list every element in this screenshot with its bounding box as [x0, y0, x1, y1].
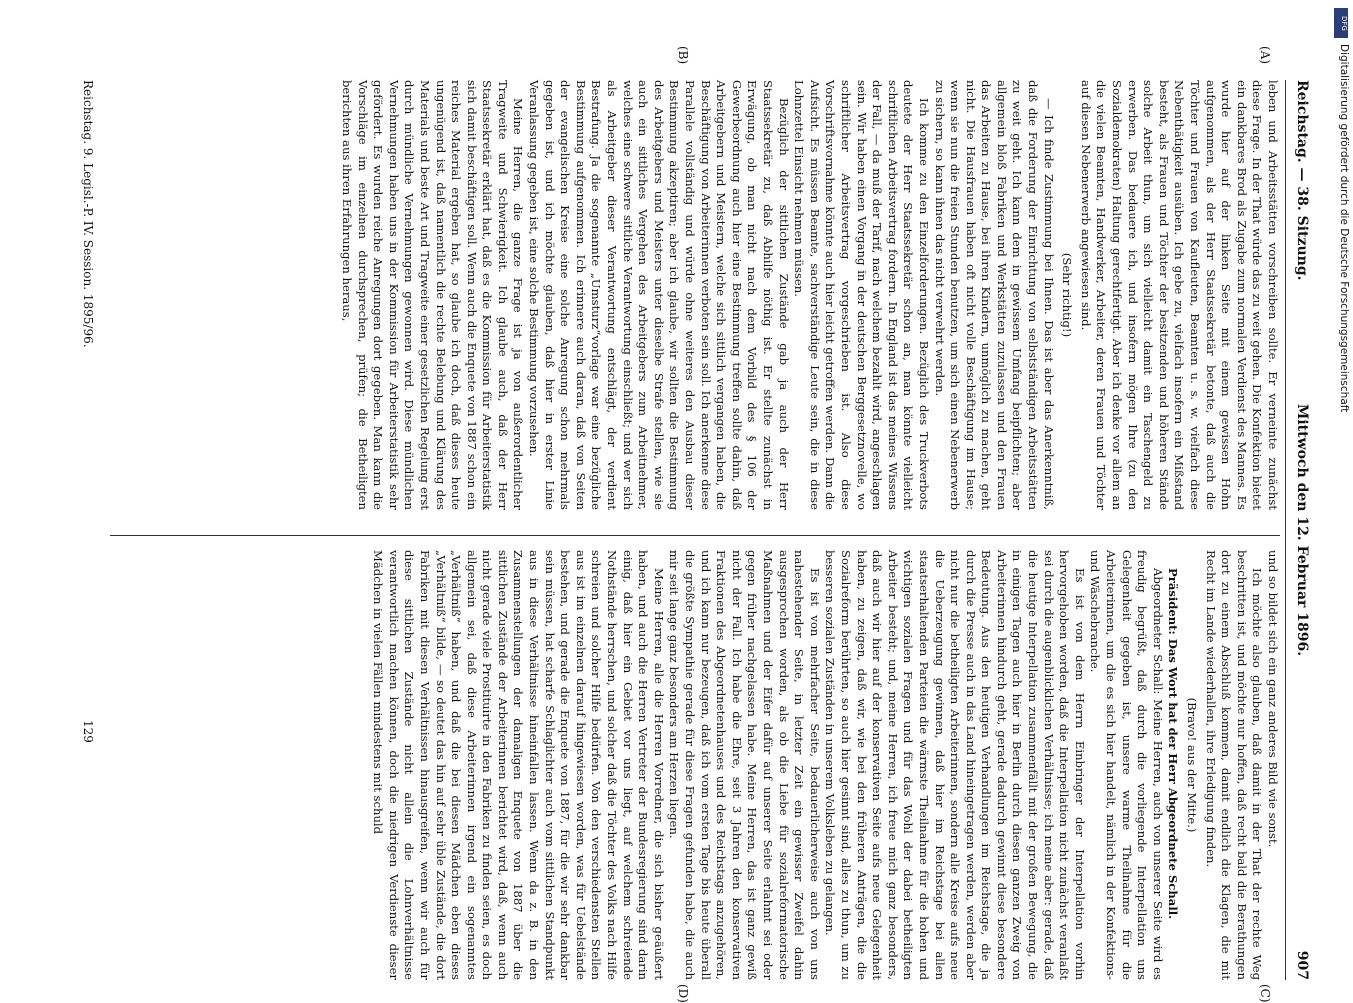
- digitization-note: Digitalisierung gefördert durch die Deutsche Forschungsgemeinschaft: [1338, 44, 1350, 413]
- right-column: [100, 550, 1280, 980]
- rotated-page-content: [50, 46, 1310, 1003]
- margin-mark-c: (C): [1258, 984, 1272, 1003]
- speaker-line: Präsident: Das Wort hat der Herr Abgeordnete Schall.: [1166, 568, 1181, 920]
- header-center: Mittwoch den 12. Februar 1896.: [1294, 403, 1310, 657]
- page-number: 907: [1294, 950, 1310, 980]
- header-rule: [1285, 80, 1286, 980]
- paragraph: Meine Herren, die ganze Frage ist ja von außerordentlicher Tragweite und Schwierigkeit. Ich glaube auch, daß der Herr Staatssekretär erklärt hat, daß es die Kommission für Arbeiterstatistik sich damit beschäftigen soll. Wenn auch die Enquete von 1887 schon ein reiches Material ergeben hat, so glaube ich doch, daß dieses heute ungenügend ist, daß namentlich die rechte Belebung und Klärung des Materials und beste Art und Tragweite einer gesetzlichen Regelung erst durch mündliche Vernehmungen gewonnen wird. Diese mündlichen Vernehmungen haben uns in der Kommission für Arbeiterstatistik sehr gefördert. Es wurden reiche Anregungen dort gegeben. Man kann die Vorschläge im einzelnen durchsprechen, prüfen; die Betheiligten berichten aus ihren Erfahrungen heraus,: [339, 80, 526, 510]
- dfg-logo: DFG: [1334, 8, 1348, 38]
- page-header: [1288, 80, 1310, 980]
- paragraph: und so bildet sich ein ganz anderes Bild wie sonst.: [1266, 550, 1280, 848]
- interjection: (Sehr richtig!): [1060, 252, 1075, 338]
- paragraph: Ich möchte also glauben, daß damit in der That der rechte Weg beschritten ist, und möchte nur hoffen, daß recht bald die Berathungen dort zu einem Abschluß kommen, damit endlich die Klagen, die mit Recht im Lande wiederhallen, ihre Erledigung finden.: [1203, 550, 1265, 980]
- header-left: Reichstag. — 38. Sitzung.: [1294, 80, 1310, 281]
- interjection: (Bravo! aus der Mitte.): [1185, 697, 1200, 833]
- paragraph: Es ist von dem Herrn Einbringer der Interpellation vorhin hervorgehoben worden, daß die Interpellation nicht zunächst veranlaßt sei durch die augenblicklichen Verhältnisse; ich meine aber: gerade, daß die heutige Interpellation zusammenfällt mit der großen Bewegung, die in einigen Tagen auch hier in Berlin durch diesen ganzen Zweig von Arbeiterinnen hindurch geht, gerade dadurch gewinnt diese besondere Bedeutung. Aus den heutigen Verhandlungen im Reichstage, die ja durch die Presse auch in das Land hineingetragen werden, werden aber nicht nur die betheiligten Arbeiterinnen, sondern alle Kreise aufs neue die Ueberzeugung gewinnen, daß hier im Reichstage bei allen staatserhaltenden Parteien die wärmste Theilnahme für die hohen und wichtigen sozialen Fragen und für das Wohl der dabei betheiligten Arbeiter besteht; und, meine Herren, ich freue mich ganz besonders, daß auch wir hier auf der konservativen Seite aufs neue Gelegenheit haben, zu zeigen, daß wir, wie bei den früheren Anträgen, die die Sozialreform berührten, so auch hier gesinnt sind, alles zu thun, um zu besseren sozialen Zuständen in unserem Volksleben zu gelangen.: [823, 550, 1087, 980]
- paragraph: Abgeordneter Schall: Meine Herren, auch von unserer Seite wird es freudig begrüßt, daß durch die vorliegende Interpellation uns Gelegenheit gegeben ist, unsere warme Theilnahme für die Arbeiterinnen, um die es sich hier handelt, nämlich in der Konfektions- und Wäschebranche.: [1088, 550, 1165, 980]
- paragraph: Ich komme zu den Einzelforderungen. Bezüglich des Truckverbots deutete der Herr Staatssekretär schon an, man könnte vielleicht schriftlichen Arbeitsvertrag fordern. In England ist das meines Wissens der Fall, — da muß der Tarif, nach welchem bezahlt wird, angeschlagen sein. Wir haben einen Vorgang in der deutschen Berggesetznovelle, wo schriftlicher Arbeitsvertrag vorgeschrieben ist. Also diese Vorschriftsvornahme könnte auch hier leicht getroffen werden. Dann die Aufsicht. Es müssen Beamte, sachverständige Leute sein, die in diese Lohnzettel Einsicht nehmen müssen.: [792, 80, 931, 510]
- signature-number: 129: [81, 720, 95, 743]
- footer-left: Reichstag. 9. Legisl.-P. IV. Session. 1895/96.: [81, 80, 95, 348]
- margin-mark-d: (D): [676, 984, 690, 1003]
- paragraph: Bezüglich der sittlichen Zustände gab ja auch der Herr Staatssekretär zu, daß Abhilfe nöthig ist. Er stellte zunächst in Erwägung, ob man nicht nach dem Vorbild des § 106 der Gewerbeordnung auch hier eine Bestimmung treffen sollte dahin, daß Arbeitgebern und Meistern, welche sich sittlich vergangen haben, die Beschäftigung von Arbeiterinnen verboten sein soll. Ich anerkenne diese Parallele vollständig und würde ohne weiteres den Ausbau dieser Bestimmung akzeptiren; aber ich glaube, wir sollten die Bestimmung des Arbeitgebers und Meisters unter dieselbe Strafe stellen, wie sie auch ein sittliches Vergehen des Arbeitgebers zum Arbeitnehmer, welches eine schwere sittliche Verantwortung einschließt; und wer sich als Arbeitgeber dieser Verantwortung entschlägt, der verdient Bestrafung. Ja die sogenannte „Umsturz“vorlage war eine bezügliche Bestimmung aufgenommen. Ich erinnere auch daran, daß von Seiten der evangelischen Kreise eine solche Anregung schon mehrmals gegeben ist, und ich möchte glauben, daß hier in erster Linie Veranlassung gegeben ist, eine solche Bestimmung vorzusehen.: [527, 80, 791, 510]
- margin-mark-b: (B): [676, 46, 690, 65]
- paragraph: — Ich finde Zustimmung bei Ihnen. Das ist aber das Anerkenntniß, daß die Forderung der Einrichtung von selbstständigen Arbeitsstätten zu weit geht. Ich kann dem in gewissem Umfang beipflichten; aber allgemein bloß Fabriken und Werkstätten zuzulassen und den Frauen das Arbeiten zu Hause, bei ihren Kindern, unmöglich zu machen, geht nicht. Die Hausfrauen haben oft nicht volle Beschäftigung im Hause; wenn sie nun die freien Stunden benutzen, um sich einen Nebenerwerb zu sichern, so kann ihnen das nicht verwehrt werden.: [932, 80, 1056, 510]
- paragraph: Es ist von mehrfacher Seite, bedauerlicherweise auch von uns nahestehender Seite, in letzter Zeit ein gewisser Zweifel dahin ausgesprochen worden, als ob die Liebe für sozialreformatorische Maßnahmen und der Eifer dafür auf unserer Seite erlahmt sei oder gegen früher nachgelassen habe. Meine Herren, das ist ganz gewiß nicht der Fall. Ich habe die Ehre, seit 3 Jahren den konservativen Fraktionen des Abgeordnetenhauses und des Reichstags anzugehören, und ich kann nur bezeugen, daß ich vom ersten Tage bis heute überall die größte Sympathie gerade für diese Fragen gefunden habe, die auch mir seit lange ganz besonders am Herzen liegen.: [667, 550, 822, 980]
- left-column: [100, 80, 1280, 510]
- paragraph: Meine Herren, alle die Herren Vorredner, die sich bisher geäußert haben, und auch die Herren Vertreter der Bundesregierung sind darin einig, daß hier ein Gebiet vor uns liegt, auf welchem schreiende Nothstände herrschen, und solcher daß die Töchter des Volks nach Hilfe schreien und solcher Hilfe bedürfen. Von den verschiedensten Stellen aus ist im einzelnen darauf hingewiesen worden, was für Uebelstände bestehen, und gerade die Enquete von 1887, für die wir sehr dankbar sein müssen, hat scharfe Schlaglichter auch vom sittlichen Standpunkt aus in diese Verhältnisse hineinfallen lassen. Wenn da z. B. in den Zusammenstellungen der damaligen Enquete von 1887 über die sittlichen Zustände der Arbeiterinnen berichtet wird, daß, wenn auch nicht gerade viele Prostituirte in den Fabriken zu finden seien, es doch allgemein sei, daß diese Arbeiterinnen irgend ein sogenanntes „Verhältniß“ haben, und daß die bei diesen Mädchen eben dieses „Verhältniß“ bilde, — so deutet das hin auf sehr üble Zustände, die dort Fabriken mit diesen Verhältnissen hinausgreifen, wenn wir auch für diese sittlichen Zustände nicht allein die Lohnverhältnisse verantwortlich machen können, doch die niedrigen Verdienste dieser Mädchen in vielen Fällen mindestens mit schuld: [371, 550, 666, 980]
- column-divider: [110, 535, 1280, 536]
- paragraph: leben und Arbeitsstätten vorschreiben sollte. Er verneinte zunächst diese Frage. In der That würde das zu weit gehen. Die Konfektion bietet ein dankbares Brod als Zugabe zum normalen Verdienst des Mannes. Es wurde hier auf der linken Seite mit einem gewissen Hohn aufgenommen, als der Herr Staatssekretär betonte, daß auch die Töchter und Frauen von Kaufleuten, Beamten u. s. w. vielfach diese Nebenthätigkeit ausüben. Ich gebe zu, vielfach insofern ein Mißstand besteht, als Frauen und Töchter der besitzenden und höheren Stände solche Arbeit thun, um sich vielleicht damit ein Taschengeld zu erwerben. Das bedauere ich, und insofern mögen Ihre (zu den Sozialdemokraten) Haltung gerechtfertigt. Aber ich denke vor allem an die vielen Beamten, Handwerker, Arbeiter, deren Frauen und Töchter auf diesen Nebenerwerb angewiesen sind.: [1078, 80, 1280, 510]
- margin-mark-a: (A): [1258, 46, 1272, 65]
